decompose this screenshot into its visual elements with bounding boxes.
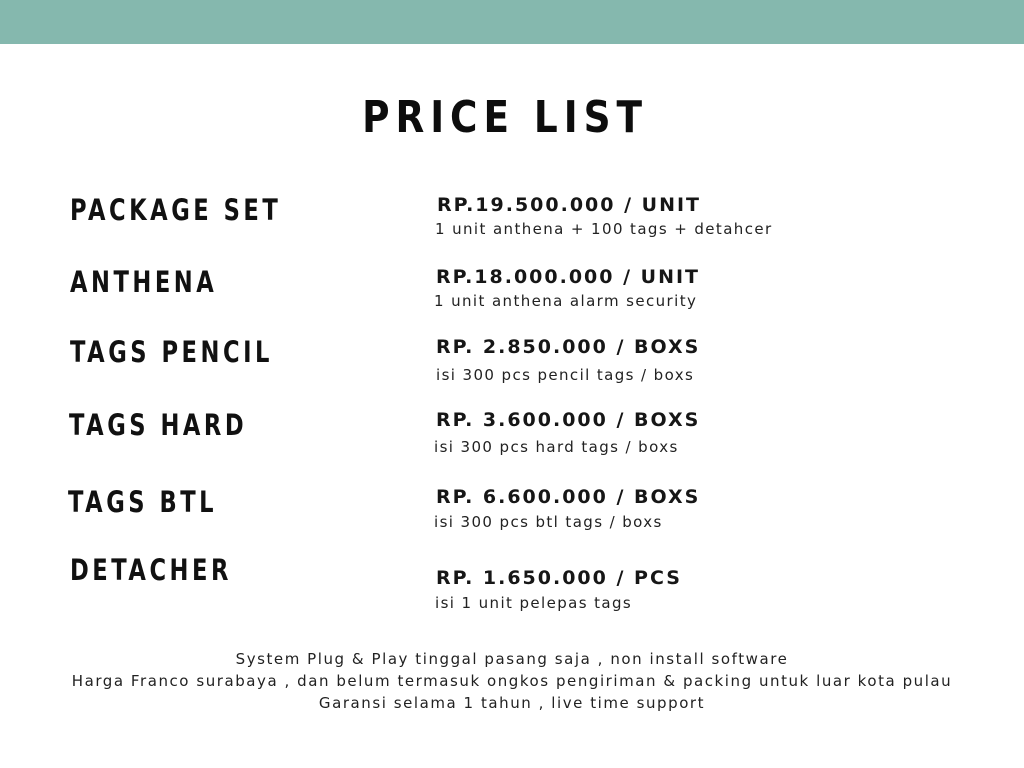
item-desc-package-set: 1 unit anthena + 100 tags + detahcer [435,220,773,238]
item-name-tags-pencil: TAGS PENCIL [70,335,273,369]
item-desc-detacher: isi 1 unit pelepas tags [435,594,633,612]
item-desc-tags-btl: isi 300 pcs btl tags / boxs [434,513,663,531]
footer-line-shipping: Harga Franco surabaya , dan belum termasuk ongkos pengiriman & packing untuk luar kota pulau [71,672,953,690]
item-name-tags-btl: TAGS BTL [68,485,218,519]
item-name-package-set: PACKAGE SET [70,193,282,227]
item-price-anthena: RP.18.000.000 / UNIT [436,266,701,288]
item-price-tags-pencil: RP. 2.850.000 / BOXS [436,336,701,358]
footer-line-warranty: Garansi selama 1 tahun , live time support [318,694,706,712]
footer-notes [0,648,1024,714]
top-accent-bar [0,0,1024,44]
item-name-anthena: ANTHENA [70,265,218,299]
item-desc-tags-pencil: isi 300 pcs pencil tags / boxs [436,366,695,384]
item-name-detacher: DETACHER [70,553,232,587]
item-desc-tags-hard: isi 300 pcs hard tags / boxs [434,438,679,456]
item-price-detacher: RP. 1.650.000 / PCS [436,567,682,589]
item-price-tags-btl: RP. 6.600.000 / BOXS [436,486,701,508]
item-price-package-set: RP.19.500.000 / UNIT [437,194,702,216]
page-title: PRICE LIST [362,92,648,143]
footer-line-plug-and-play: System Plug & Play tinggal pasang saja , non install software [235,650,789,668]
item-price-tags-hard: RP. 3.600.000 / BOXS [436,409,701,431]
item-desc-anthena: 1 unit anthena alarm security [434,292,698,310]
item-name-tags-hard: TAGS HARD [69,408,248,442]
